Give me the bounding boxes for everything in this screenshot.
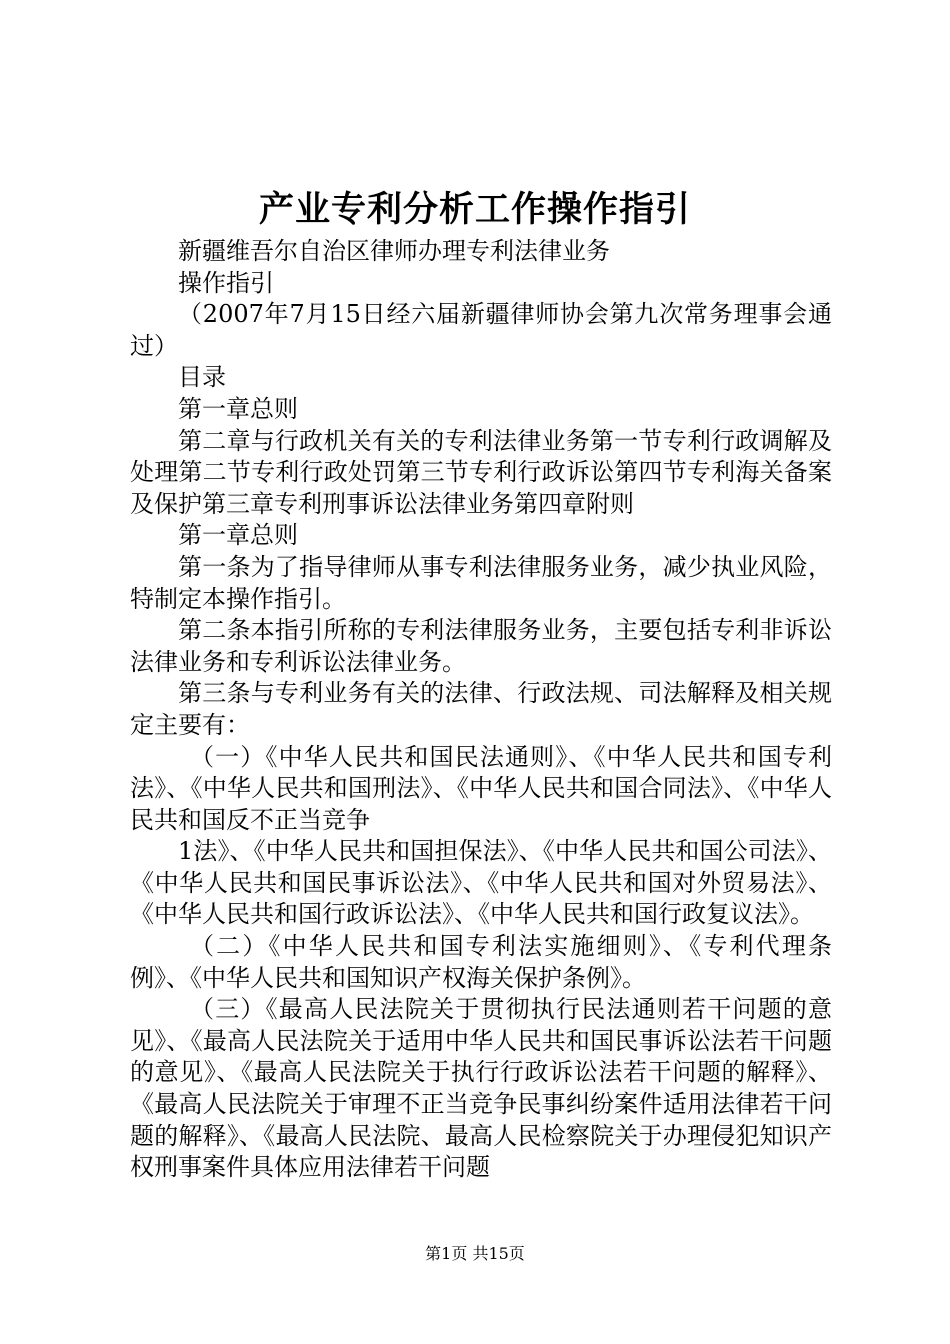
paragraph-article-2: 第二条本指引所称的专利法律服务业务，主要包括专利非诉讼法律业务和专利诉讼法律业务。	[130, 616, 832, 676]
paragraph-item-1-cont: 1法》、《中华人民共和国担保法》、《中华人民共和国公司法》、《中华人民共和国民事诉讼法》、《中华人民共和国对外贸易法》、《中华人民共和国行政诉讼法》、《中华人民共和国行政复议法》。	[130, 837, 832, 929]
paragraph-article-1: 第一条为了指导律师从事专利法律服务业务，减少执业风险，特制定本操作指引。	[130, 552, 832, 613]
paragraph-item-2: （二）《中华人民共和国专利法实施细则》、《专利代理条例》、《中华人民共和国知识产权海关保护条例》。	[130, 932, 832, 992]
paragraph-item-3: （三）《最高人民法院关于贯彻执行民法通则若干问题的意见》、《最高人民法院关于适用中华人民共和国民事诉讼法若干问题的意见》、《最高人民法院关于执行行政诉讼法若干问题的解释》、《最高人民法院关于审理不正当竞争民事纠纷案件适用法律若干问题的解释》、《最高人民法院、最高人民检察院关于办理侵犯知识产权刑事案件具体应用法律若干问题	[130, 995, 832, 1182]
paragraph-adoption-note: （2007年7月15日经六届新疆律师协会第九次常务理事会通过）	[130, 300, 832, 360]
document-body	[130, 236, 832, 1184]
page-number-footer: 第1页 共15页	[425, 1244, 525, 1263]
paragraph-toc-chapter-1: 第一章总则	[178, 394, 298, 423]
paragraph-item-1: （一）《中华人民共和国民法通则》、《中华人民共和国专利法》、《中华人民共和国刑法》、《中华人民共和国合同法》、《中华人民共和国反不正当竞争	[130, 742, 832, 834]
document-title: 产业专利分析工作操作指引	[258, 190, 691, 230]
paragraph-toc-chapters: 第二章与行政机关有关的专利法律业务第一节专利行政调解及处理第二节专利行政处罚第三节专利行政诉讼第四节专利海关备案及保护第三章专利刑事诉讼法律业务第四章附则	[130, 426, 832, 518]
paragraph-article-3: 第三条与专利业务有关的法律、行政法规、司法解释及相关规定主要有：	[130, 679, 832, 739]
paragraph-subtitle-2: 操作指引	[178, 268, 274, 297]
paragraph-subtitle: 新疆维吾尔自治区律师办理专利法律业务	[178, 237, 610, 265]
paragraph-toc-heading: 目录	[178, 363, 226, 392]
paragraph-chapter-1-heading: 第一章总则	[178, 521, 298, 550]
